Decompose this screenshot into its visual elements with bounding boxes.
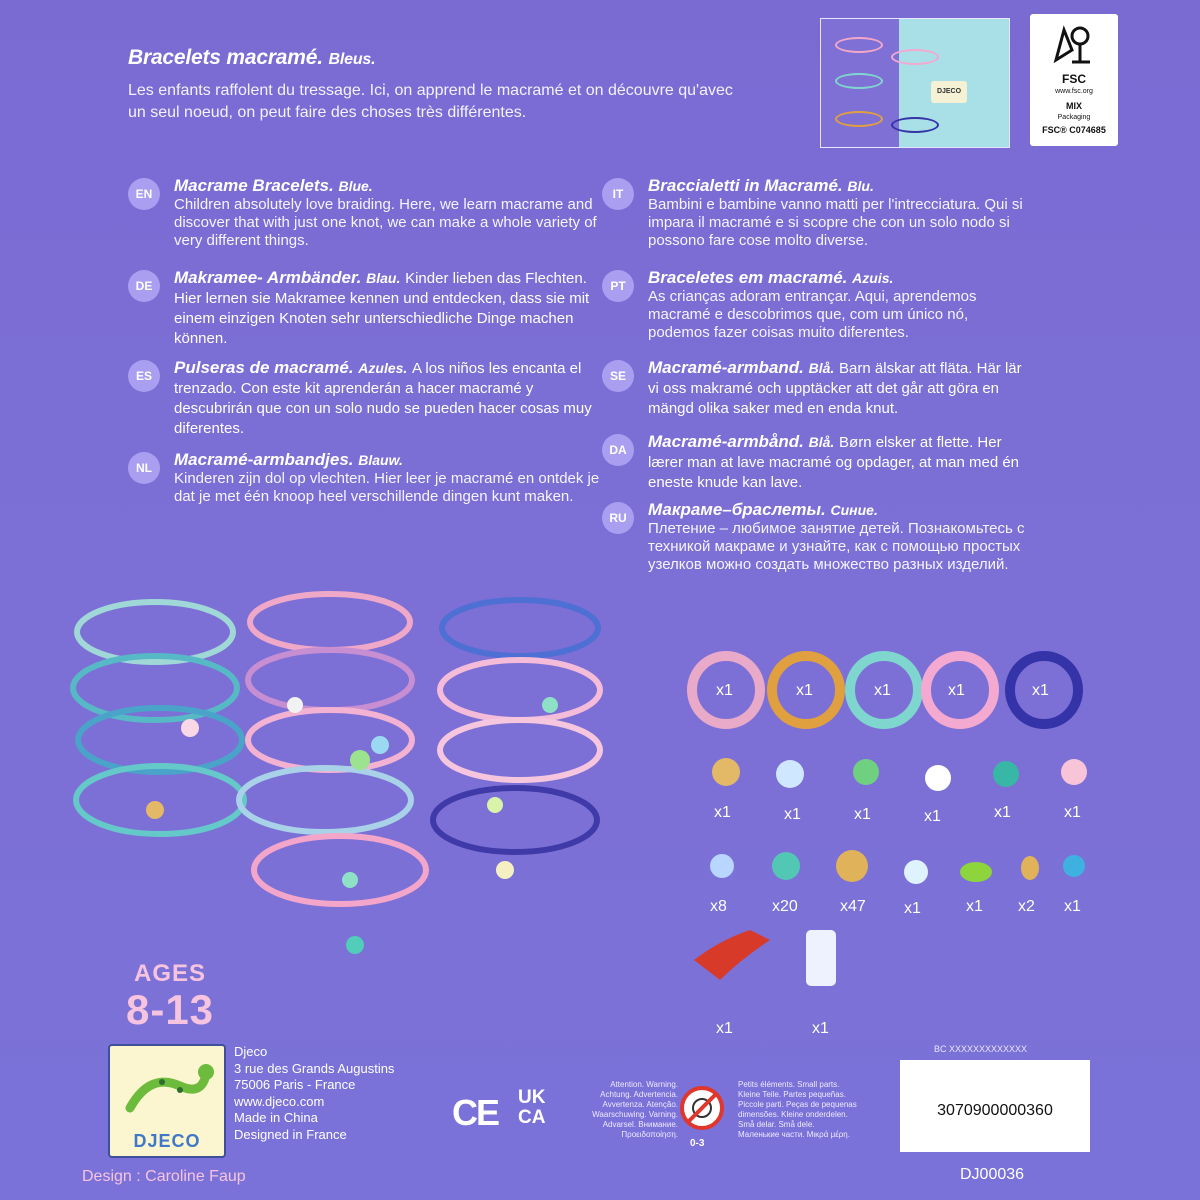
daisy-charm-icon [342,872,358,888]
lang-block-da [609,432,1028,492]
charm-count: x1 [714,804,731,821]
lang-badge: DA [602,434,634,466]
bracelet [440,720,600,780]
barcode-number: 3070900000360 [937,1102,1053,1119]
thread-count: x1 [874,682,891,699]
bracelet [76,766,244,834]
bead-flower-icon [496,861,514,879]
contents-illustration [680,640,1180,1060]
lang-text: Bambini e bambine vanno matti per l'intrecciatura. Qui si impara il macramé e si scopre che con un solo nodo si possono fare cose molto diverse. [648,196,1023,249]
lang-color: Blu. [847,178,874,194]
blue-flower-bead-icon [1063,855,1085,877]
lang-block-it [612,176,1028,250]
page-title [128,46,748,70]
mini-bracelet [835,37,883,53]
address-line: 3 rue des Grands Augustins [234,1060,395,1076]
bracelets-photo [60,580,640,970]
ce-mark: CE [452,1092,499,1133]
lang-color: Blå. [808,434,835,450]
bead-count: x8 [710,898,727,915]
charm-count: x1 [994,804,1011,821]
address-line: Made in China [234,1110,318,1125]
bead-count: x1 [1064,898,1081,915]
lang-title [648,176,1028,196]
lang-title [174,358,604,438]
thread-count: x1 [716,682,733,699]
fsc-mix: MIX [1065,101,1082,111]
gold-flower-charm-icon [712,758,740,786]
warning-line: Attention. Warning. [610,1080,678,1089]
bracelet [250,594,410,650]
lang-title-text: Braceletes em macramé. [648,268,848,287]
title-text: Bracelets macramé. [128,46,323,69]
lang-text: Børn elsker at flette. Her lærer man at lave macramé og opdager, at man med én eneste knude kan lave. [648,434,1020,491]
warning-text-right [738,1080,868,1140]
green-flower-charm-icon [853,759,879,785]
no-under-3-icon [680,1086,724,1130]
design-credit: Design : Caroline Faup [82,1168,246,1185]
lang-text: A los niños les encanta el trenzado. Con este kit aprenderán a hacer macramé y descubrirán que con un solo nudo se pueden hacer cosas muy diferentes. [174,360,592,437]
green-leaf-bead-icon [960,862,992,882]
crystal-bead-icon [904,860,928,884]
lang-color: Blå. [808,360,835,376]
lang-text: Kinderen zijn dol op vlechten. Hier leer je macramé en ontdek je dat je met één knoop heel verschillende dingen kunt maken. [174,470,600,505]
teal-flower-charm-icon [993,761,1019,787]
gold-beads-icon [836,850,868,882]
lang-title-text: Macramé-armbånd. [648,432,804,451]
lang-text: Kinder lieben das Flechten. Hier lernen sie Makramee kennen und entdecken, dass sie mit einem einzigen Knoten sehr unterschiedliche Dinge machen können. [174,270,590,347]
lang-color: Azules. [358,360,408,376]
address-line: 75006 Paris - France [234,1077,356,1092]
address-line: Djeco [234,1044,268,1059]
bracelet [442,600,598,656]
address-line: Designed in France [234,1126,347,1142]
charm-count: x1 [854,806,871,823]
flower-charm-icon [487,797,503,813]
ages-value: 8-13 [125,986,215,1033]
bracelet [239,768,411,832]
lang-text: Children absolutely love braiding. Here, we learn macrame and discover that with just one knot, we can make a whole variety of very different things. [174,196,597,249]
lang-title [648,268,1028,288]
bead-count: x47 [840,898,866,915]
lang-badge: SE [602,360,634,392]
bell-flower-charm-icon [287,697,303,713]
intro-text: Les enfants raffolent du tressage. Ici, on apprend le macramé et on découvre qu'avec un seul noeud, on peut faire des choses très différentes. [128,82,733,121]
title-color: Bleus. [328,51,376,68]
lang-badge: EN [128,178,160,210]
lang-title [648,432,1028,492]
lang-title-text: Macramé-armbandjes. [174,450,354,469]
lang-block-ru [609,500,1028,574]
bell-flower-charm-icon [776,760,804,788]
lang-block-se [609,358,1028,418]
barcode-box [900,1060,1090,1152]
ukca-mark [518,1088,545,1128]
flower-charm-icon [346,936,364,954]
fsc-label [1030,14,1118,146]
gold-leaf-bead-icon [1021,856,1039,880]
djeco-logo [108,1044,226,1158]
lang-color: Azuis. [852,270,894,286]
glass-bead-icon [371,736,389,754]
warning-line: Маленькие части. Μικρά μέρη. [738,1130,850,1139]
fsc-tree-icon [1030,20,1118,70]
kit-contents [680,640,1180,1060]
pink-flower-charm-icon [1061,759,1087,785]
mini-bracelet [835,73,883,89]
address-block [234,1044,394,1143]
warning-line: Προειδοποίηση. [621,1130,678,1139]
mini-bracelet [891,49,939,65]
header [128,46,748,124]
lang-title [648,500,1028,520]
daisy-charm-icon [925,765,951,791]
glass-beads-icon [710,854,734,878]
box-logo: DJECO [931,81,967,103]
bracelet [248,650,412,710]
lang-block-en [135,176,604,250]
lang-block-de [135,268,604,348]
lang-text: Barn älskar att fläta. Här lär vi oss makramé och upptäcker att det går att göra en mängd olika saker med en enda knut. [648,360,1022,417]
flower-charm-icon [181,719,199,737]
lang-title-text: Макраме–браслеты. [648,500,826,519]
bead-count: x1 [966,898,983,915]
fsc-name: FSC [1062,72,1086,86]
charm-count: x1 [1064,804,1081,821]
lang-title [648,358,1028,418]
lang-color: Синие. [830,502,878,518]
warning-line: Avvertenza. Atenção. [602,1100,678,1109]
lang-badge: NL [128,452,160,484]
bead-count: x20 [772,898,798,915]
mini-bracelet [835,111,883,127]
warning-line: Advarsel. Внимание. [602,1120,678,1129]
warning-text-left [570,1080,678,1140]
lang-block-es [135,358,604,438]
fsc-packaging: Packaging [1057,114,1091,121]
lang-block-nl [136,450,604,506]
ages-label: AGES [133,960,206,987]
thread-count: x1 [1032,682,1049,699]
djeco-logo-text: DJECO [133,1131,201,1151]
tool-count: x1 [716,1020,733,1037]
fsc-url: www.fsc.org [1055,88,1093,95]
lang-text: As crianças adoram entrançar. Aqui, aprendemos macramé e descobrimos que, com um único nó, podemos fazer coisas muito diferentes. [648,288,977,341]
lang-block-pt [610,268,1028,342]
leaf-charm-icon [350,750,370,770]
lang-badge: RU [602,502,634,534]
lang-title [174,450,604,470]
address-line: www.djeco.com [234,1093,325,1109]
ukca-top: UK [518,1087,546,1108]
lang-title-text: Makramee- Armbänder. [174,268,362,287]
warning-line: Kleine Teile. Partes pequeñas. [738,1090,846,1099]
lang-color: Blau. [366,270,401,286]
bracelet [254,836,426,904]
lang-badge: PT [602,270,634,302]
gecko-icon [110,1052,224,1132]
lang-title [174,176,604,196]
gold-flower-charm-icon [146,801,164,819]
mini-bracelet [891,117,939,133]
bracelet [433,788,597,852]
warning-age: 0-3 [690,1138,705,1149]
tool-count: x1 [812,1020,829,1037]
bracelet [440,660,600,720]
lang-badge: DE [128,270,160,302]
charm-count: x1 [784,806,801,823]
lang-text: Плетение – любимое занятие детей. Познакомьтесь с техникой макраме и узнайте, как с помощью простых узелков можно создать множество разных изделий. [648,520,1025,573]
thread-count: x1 [796,682,813,699]
warning-line: Piccole parti. Peças de pequenas [738,1100,857,1109]
bead-count: x2 [1018,898,1035,915]
lang-title-text: Pulseras de macramé. [174,358,354,377]
warning-line: Små delar. Små dele. [738,1120,815,1129]
barcode-label: BC XXXXXXXXXXXXX [934,1044,1028,1054]
warning-line: Petits éléments. Small parts. [738,1080,840,1089]
flower-charm-icon [542,697,558,713]
thread-count: x1 [948,682,965,699]
lang-title-text: Macrame Bracelets. [174,176,334,195]
lang-badge: IT [602,178,634,210]
fsc-code: FSC® C074685 [1042,125,1106,135]
box-preview-image [820,18,1010,148]
product-reference: DJ00036 [960,1166,1025,1183]
lang-title-text: Macramé-armband. [648,358,804,377]
age-range [120,960,220,1032]
lang-color: Blauw. [358,452,403,468]
bead-count: x1 [904,900,921,917]
lang-title [174,268,604,348]
lang-color: Blue. [338,178,373,194]
warning-line: Achtung. Advertencia. [600,1090,678,1099]
pliers-icon [694,930,770,980]
glue-bottle-icon [806,930,836,986]
teal-beads-icon [772,852,800,880]
ukca-bottom: CA [518,1107,546,1128]
charm-count: x1 [924,808,941,825]
lang-badge: ES [128,360,160,392]
lang-title-text: Braccialetti in Macramé. [648,176,843,195]
warning-line: dimensões. Kleine onderdelen. [738,1110,848,1119]
warning-line: Waarschuwing. Varning. [592,1110,678,1119]
